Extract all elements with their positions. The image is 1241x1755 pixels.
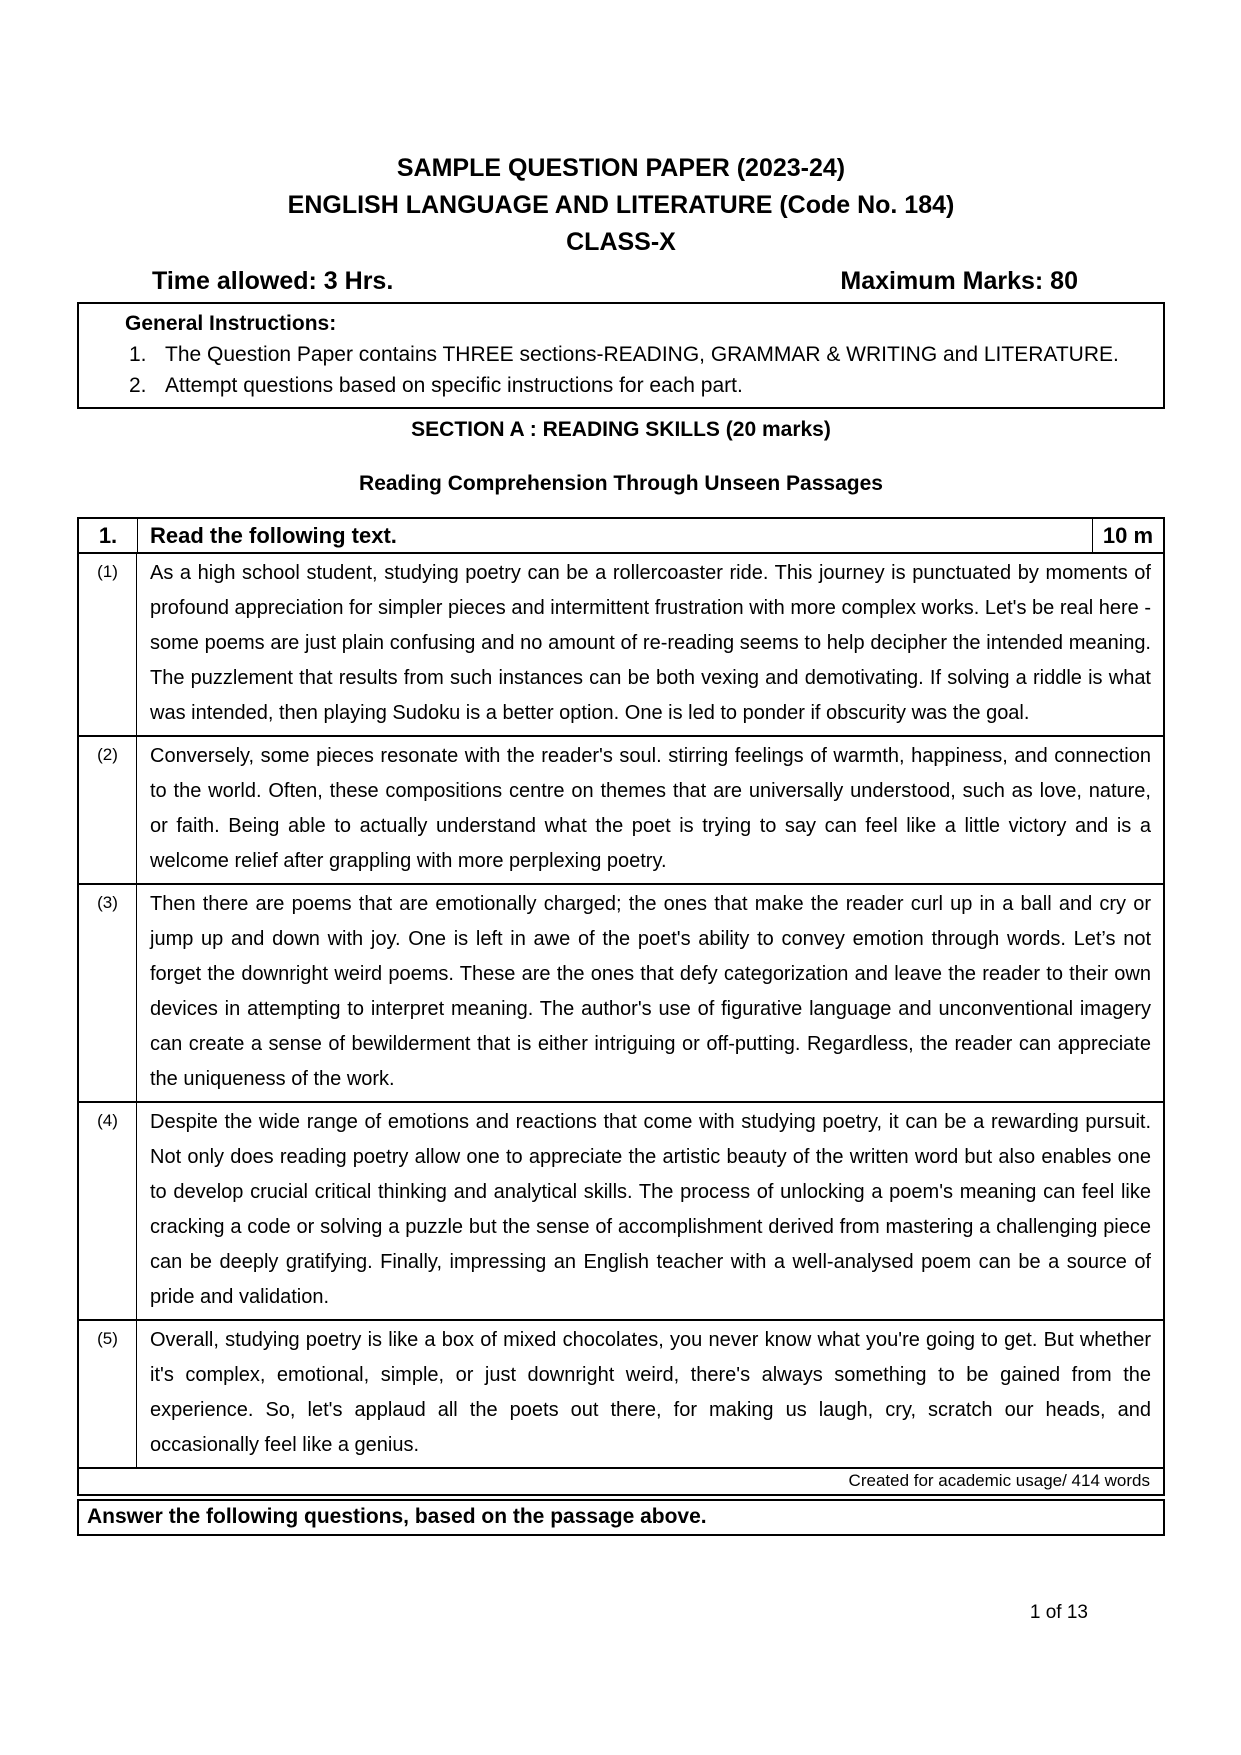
paper-title-line2: ENGLISH LANGUAGE AND LITERATURE (Code No. 184): [287, 191, 955, 219]
section-a-subtitle: Reading Comprehension Through Unseen Passages: [359, 472, 883, 495]
general-instruction-item: [125, 339, 1149, 370]
page-number: 1 of 13: [1029, 1602, 1088, 1623]
paragraph-number: (2): [79, 737, 137, 883]
instruction-item-number: 1.: [129, 343, 147, 366]
passage-paragraph-row: [79, 885, 1163, 1103]
paragraph-number: (1): [79, 554, 137, 735]
question-marks: 10 m: [1102, 523, 1154, 548]
passage-paragraph-row: [79, 554, 1163, 737]
question-title: Read the following text.: [138, 519, 1093, 552]
paragraph-text: Then there are poems that are emotionally charged; the ones that make the reader curl up in a ball and cry or jump up and down with joy. One is left in awe of the poet's ability to convey emotion through words. Let’s not forget the downright weird poems. These are the ones that defy categorization and leave the reader to their own devices in attempting to interpret meaning. The author's use of figurative language and unconventional imagery can create a sense of bewilderment that is either intriguing or off-putting. Regardless, the reader can appreciate the uniqueness of the work.: [150, 893, 1151, 1090]
general-instructions-list: [125, 339, 1149, 401]
paragraph-text: Despite the wide range of emotions and reactions that come with studying poetry, it can be a rewarding pursuit. Not only does reading poetry allow one to appreciate the artistic beauty of the written word but also enables one to develop crucial critical thinking and analytical skills. The process of unlocking a poem's meaning can feel like cracking a code or solving a puzzle but the sense of accomplishment derived from mastering a challenging piece can be deeply gratifying. Finally, impressing an English teacher with a well-analysed poem can be a source of pride and validation.: [150, 1111, 1151, 1308]
paper-title-block: [77, 150, 1165, 261]
passage-paragraph-row: [79, 1321, 1163, 1469]
passage-rows: [79, 554, 1163, 1469]
paragraph-text: Overall, studying poetry is like a box of mixed chocolates, you never know what you're going to get. But whether it's complex, emotional, simple, or just downright weird, there's always something to be gained from the experience. So, let's applaud all the poets out there, for making us laugh, cry, scratch our heads, and occasionally feel like a genius.: [150, 1329, 1151, 1456]
paragraph-text: As a high school student, studying poetry can be a rollercoaster ride. This journey is punctuated by moments of profound appreciation for simpler pieces and intermittent frustration with more complex works. Let's be real here - some poems are just plain confusing and no amount of re-reading seems to help decipher the intended meaning. The puzzlement that results from such instances can be both vexing and demotivating. If solving a riddle is what was intended, then playing Sudoku is a better option. One is led to ponder if obscurity was the goal.: [150, 562, 1151, 724]
question-header-row: [79, 519, 1163, 554]
answer-instruction-box: [77, 1499, 1165, 1536]
passage-paragraph-row: [79, 737, 1163, 885]
maximum-marks-label: Maximum Marks: 80: [840, 267, 1078, 295]
general-instruction-item: [125, 370, 1149, 401]
paragraph-number: (4): [79, 1103, 137, 1319]
general-instructions-heading: General Instructions:: [125, 312, 337, 335]
paragraph-number: (3): [79, 885, 137, 1101]
time-allowed-label: Time allowed: 3 Hrs.: [152, 267, 394, 295]
question-1-table: [77, 517, 1165, 1496]
paragraph-number: (5): [79, 1321, 137, 1467]
paper-title-line1: SAMPLE QUESTION PAPER (2023-24): [396, 154, 846, 182]
instruction-item-number: 2.: [129, 374, 147, 397]
passage-paragraph-row: [79, 1103, 1163, 1321]
paper-title-line3: CLASS-X: [566, 228, 676, 256]
section-a-title: SECTION A : READING SKILLS (20 marks): [411, 418, 831, 441]
general-instructions-box: [77, 302, 1165, 409]
exam-meta-row: [77, 263, 1165, 300]
answer-instruction-text: Answer the following questions, based on the passage above.: [87, 1505, 707, 1528]
attribution-text: Created for academic usage/ 414 words: [848, 1471, 1150, 1490]
attribution-row: [79, 1469, 1163, 1494]
question-number: 1.: [79, 519, 138, 552]
paragraph-text: Conversely, some pieces resonate with the reader's soul. stirring feelings of warmth, happiness, and connection to the world. Often, these compositions centre on themes that are universally understood, such as love, nature, or faith. Being able to actually understand what the poet is trying to say can feel like a little victory and is a welcome relief after grappling with more perplexing poetry.: [150, 745, 1151, 872]
instruction-item-text: Attempt questions based on specific instructions for each part.: [165, 374, 743, 397]
instruction-item-text: The Question Paper contains THREE sections-READING, GRAMMAR & WRITING and LITERATURE.: [165, 343, 1119, 366]
